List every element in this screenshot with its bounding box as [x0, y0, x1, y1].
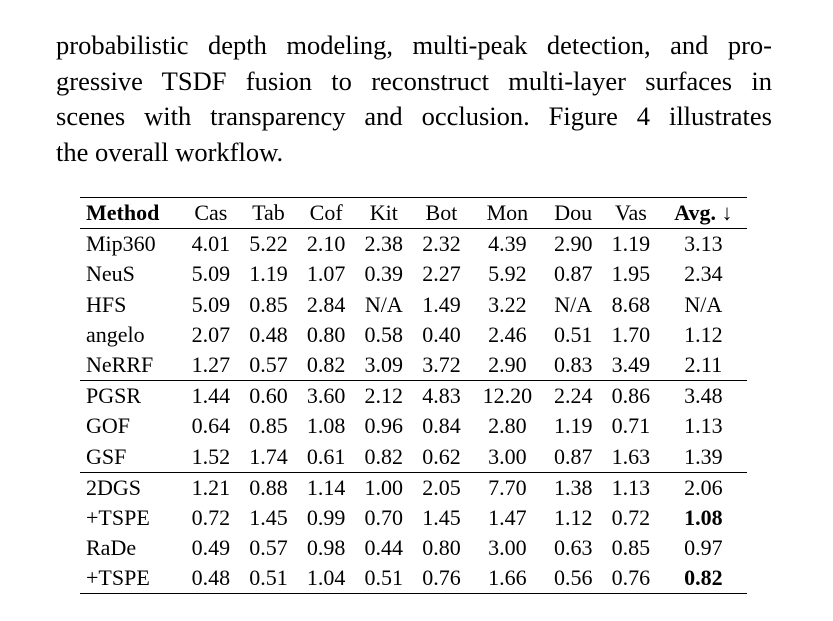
cell-tab: 0.57 [249, 352, 288, 378]
paragraph-line: gressive TSDF fusion to reconstruct multi-layer surfaces in [56, 65, 772, 96]
cell-dou: 0.56 [553, 565, 593, 591]
cell-cof: 2.84 [306, 291, 346, 317]
cell-dou: 1.19 [553, 413, 593, 439]
cell-tab: 0.51 [249, 565, 288, 591]
cell-cas: 4.01 [191, 231, 231, 257]
cell-dou: 1.38 [553, 474, 593, 500]
cell-cas: 0.49 [191, 535, 231, 561]
cell-vas: 1.95 [611, 261, 651, 287]
results-table [80, 197, 747, 594]
cell-avg: 1.12 [684, 321, 723, 347]
cell-avg: 2.06 [684, 474, 723, 500]
cell-cof: 1.07 [306, 261, 346, 287]
table-header-row [80, 198, 747, 229]
cell-avg: 3.48 [684, 383, 723, 409]
cell-mon: 7.70 [488, 474, 527, 500]
cell-dou: 0.83 [553, 352, 593, 378]
cell-kit: 0.51 [364, 565, 404, 591]
paragraph-line: scenes with transparency and occlusion. Figure 4 illustrates [56, 101, 772, 131]
cell-vas: 8.68 [611, 291, 651, 317]
header-vas: Vas [615, 200, 647, 226]
table-body [80, 229, 747, 594]
cell-method: Mip360 [86, 231, 156, 257]
cell-tab: 0.57 [249, 535, 288, 561]
cell-cof: 0.99 [306, 504, 346, 530]
cell-tab: 5.22 [249, 231, 288, 257]
table-row [80, 229, 747, 260]
cell-dou: 2.90 [553, 231, 593, 257]
cell-dou: 0.63 [553, 535, 593, 561]
table-row [80, 290, 747, 320]
cell-method: GSF [86, 443, 127, 469]
cell-bot: 0.76 [422, 565, 461, 591]
cell-kit: 2.12 [364, 383, 404, 409]
header-avg: Avg. ↓ [674, 200, 733, 226]
cell-cas: 0.64 [191, 413, 231, 439]
cell-bot: 0.62 [422, 443, 461, 469]
cell-mon: 2.80 [488, 413, 527, 439]
cell-kit: 0.39 [364, 261, 404, 287]
header-tab: Tab [252, 200, 285, 226]
cell-tab: 0.85 [249, 291, 288, 317]
cell-bot: 0.80 [422, 535, 461, 561]
cell-vas: 0.71 [611, 413, 651, 439]
cell-tab: 0.85 [249, 413, 288, 439]
cell-cas: 5.09 [191, 291, 231, 317]
cell-vas: 0.76 [611, 565, 651, 591]
cell-method: GOF [86, 413, 131, 439]
table-row [80, 442, 747, 473]
cell-cof: 2.10 [306, 231, 346, 257]
cell-tab: 0.88 [249, 474, 288, 500]
body-paragraph [56, 28, 772, 170]
cell-method: PGSR [86, 383, 142, 409]
cell-kit: 3.09 [364, 352, 404, 378]
cell-bot: 1.49 [422, 291, 461, 317]
cell-method: 2DGS [86, 474, 142, 500]
cell-dou: 0.51 [553, 321, 593, 347]
cell-cas: 5.09 [191, 261, 231, 287]
header-method: Method [86, 200, 160, 226]
cell-bot: 1.45 [422, 504, 461, 530]
table-row [80, 381, 747, 412]
cell-kit: N/A [364, 291, 403, 317]
cell-vas: 1.70 [611, 321, 651, 347]
cell-tab: 1.45 [249, 504, 288, 530]
cell-kit: 0.96 [364, 413, 404, 439]
cell-bot: 0.84 [422, 413, 461, 439]
cell-mon: 4.39 [488, 231, 527, 257]
header-dou: Dou [554, 200, 593, 226]
cell-bot: 2.27 [422, 261, 461, 287]
cell-avg: 1.13 [684, 413, 723, 439]
cell-method: +TSPE [86, 565, 150, 591]
cell-vas: 1.13 [611, 474, 651, 500]
cell-method: angelo [86, 321, 145, 347]
cell-avg: 2.34 [684, 261, 723, 287]
cell-bot: 2.32 [422, 231, 461, 257]
cell-method: NeRRF [86, 352, 154, 378]
cell-cof: 0.82 [306, 352, 346, 378]
cell-vas: 1.19 [611, 231, 651, 257]
cell-vas: 0.85 [611, 535, 651, 561]
cell-mon: 2.46 [488, 321, 527, 347]
cell-bot: 2.05 [422, 474, 461, 500]
header-kit: Kit [369, 200, 398, 226]
cell-method: NeuS [86, 261, 135, 287]
cell-method: +TSPE [86, 504, 150, 530]
cell-cas: 0.72 [191, 504, 231, 530]
cell-bot: 3.72 [422, 352, 461, 378]
cell-bot: 4.83 [422, 383, 461, 409]
header-bot: Bot [425, 200, 458, 226]
cell-avg: 3.13 [684, 231, 723, 257]
cell-avg: N/A [684, 291, 723, 317]
cell-bot: 0.40 [422, 321, 461, 347]
cell-tab: 0.60 [249, 383, 288, 409]
cell-dou: 2.24 [553, 383, 593, 409]
cell-cas: 1.44 [191, 383, 231, 409]
cell-kit: 2.38 [364, 231, 404, 257]
cell-dou: N/A [554, 291, 593, 317]
cell-method: RaDe [86, 535, 137, 561]
cell-kit: 0.82 [364, 443, 404, 469]
cell-dou: 0.87 [553, 443, 593, 469]
cell-mon: 12.20 [482, 383, 533, 409]
table-row [80, 503, 747, 533]
table-row [80, 563, 747, 594]
cell-kit: 0.44 [364, 535, 404, 561]
cell-vas: 3.49 [611, 352, 651, 378]
cell-tab: 1.74 [249, 443, 288, 469]
cell-avg: 1.39 [684, 443, 723, 469]
cell-mon: 5.92 [488, 261, 527, 287]
table-row [80, 259, 747, 289]
table-row [80, 411, 747, 441]
cell-cof: 0.61 [306, 443, 346, 469]
cell-avg: 0.82 [684, 565, 723, 591]
cell-dou: 1.12 [553, 504, 593, 530]
paragraph-line: the overall workflow. [56, 136, 284, 167]
cell-dou: 0.87 [553, 261, 593, 287]
cell-cof: 0.80 [306, 321, 346, 347]
cell-mon: 1.47 [488, 504, 527, 530]
table-row [80, 533, 747, 563]
cell-mon: 2.90 [488, 352, 527, 378]
header-mon: Mon [486, 200, 529, 226]
cell-cof: 0.98 [306, 535, 346, 561]
cell-kit: 1.00 [364, 474, 404, 500]
cell-tab: 1.19 [249, 261, 288, 287]
paragraph-line: probabilistic depth modeling, multi-peak detection, and pro- [56, 30, 772, 60]
cell-cas: 2.07 [191, 321, 231, 347]
header-cas: Cas [194, 200, 228, 226]
table-row [80, 320, 747, 350]
cell-kit: 0.58 [364, 321, 404, 347]
cell-cas: 0.48 [191, 565, 231, 591]
table-row [80, 350, 747, 381]
table-row [80, 472, 747, 503]
cell-avg: 0.97 [684, 535, 723, 561]
cell-mon: 1.66 [488, 565, 527, 591]
cell-mon: 3.00 [488, 443, 527, 469]
cell-cof: 1.14 [306, 474, 346, 500]
cell-avg: 2.11 [684, 352, 723, 378]
cell-method: HFS [86, 291, 127, 317]
cell-kit: 0.70 [364, 504, 404, 530]
cell-vas: 0.72 [611, 504, 651, 530]
cell-cas: 1.27 [191, 352, 231, 378]
cell-tab: 0.48 [249, 321, 288, 347]
cell-mon: 3.00 [488, 535, 527, 561]
cell-cof: 3.60 [306, 383, 346, 409]
cell-cof: 1.04 [306, 565, 346, 591]
cell-cas: 1.52 [191, 443, 231, 469]
cell-cas: 1.21 [191, 474, 231, 500]
cell-vas: 1.63 [611, 443, 651, 469]
cell-mon: 3.22 [488, 291, 527, 317]
cell-avg: 1.08 [684, 504, 723, 530]
cell-vas: 0.86 [611, 383, 651, 409]
cell-cof: 1.08 [306, 413, 346, 439]
header-cof: Cof [309, 200, 343, 226]
